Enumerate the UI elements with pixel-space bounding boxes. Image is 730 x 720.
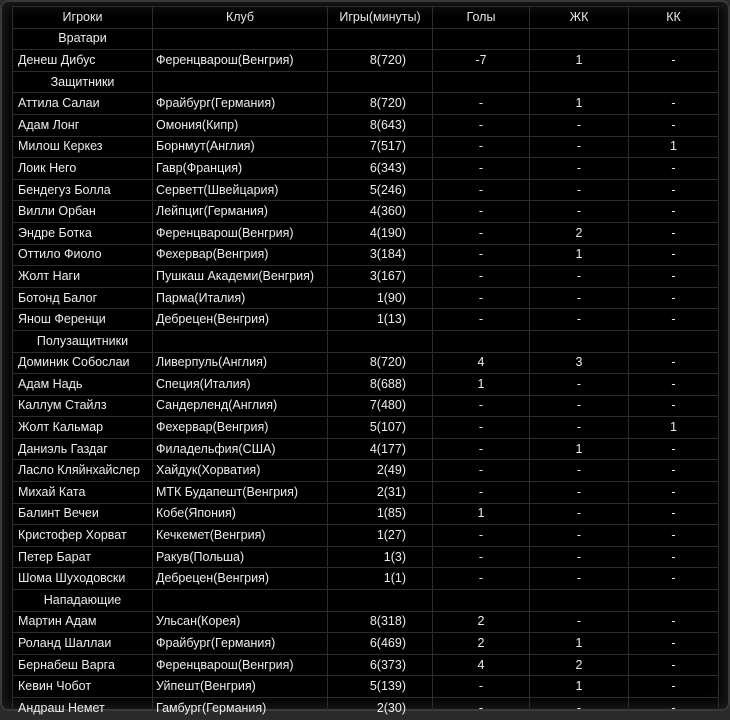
player-yellow-cards: -: [530, 503, 629, 525]
player-club: Дебрецен(Венгрия): [153, 568, 328, 590]
empty-cell: [328, 28, 433, 50]
player-yellow-cards: 2: [530, 654, 629, 676]
table-row: [13, 114, 719, 136]
player-games: 1(13): [328, 309, 433, 331]
player-red-cards: 1: [629, 417, 719, 439]
empty-cell: [433, 590, 530, 612]
empty-cell: [629, 71, 719, 93]
player-yellow-cards: -: [530, 698, 629, 720]
empty-cell: [328, 330, 433, 352]
player-red-cards: -: [629, 546, 719, 568]
player-name: Ботонд Балог: [13, 287, 153, 309]
player-games: 5(246): [328, 179, 433, 201]
section-row: [13, 330, 719, 352]
player-games: 4(360): [328, 201, 433, 223]
player-red-cards: -: [629, 244, 719, 266]
player-red-cards: -: [629, 482, 719, 504]
player-goals: -: [433, 438, 530, 460]
empty-cell: [629, 330, 719, 352]
player-goals: -: [433, 244, 530, 266]
empty-cell: [328, 71, 433, 93]
player-name: Ласло Кляйнхайслер: [13, 460, 153, 482]
player-games: 8(643): [328, 114, 433, 136]
player-name: Лоик Него: [13, 158, 153, 180]
player-name: Андраш Немет: [13, 698, 153, 720]
player-name: Бендегуз Болла: [13, 179, 153, 201]
player-club: Фрайбург(Германия): [153, 93, 328, 115]
section-row: [13, 71, 719, 93]
player-games: 3(167): [328, 266, 433, 288]
player-red-cards: -: [629, 266, 719, 288]
section-title: Вратари: [13, 28, 153, 50]
player-name: Балинт Вечеи: [13, 503, 153, 525]
player-goals: 1: [433, 374, 530, 396]
player-name: Жолт Наги: [13, 266, 153, 288]
player-yellow-cards: -: [530, 482, 629, 504]
player-yellow-cards: -: [530, 546, 629, 568]
player-games: 1(3): [328, 546, 433, 568]
empty-cell: [153, 71, 328, 93]
empty-cell: [629, 590, 719, 612]
player-games: 1(85): [328, 503, 433, 525]
player-goals: -: [433, 179, 530, 201]
player-games: 8(318): [328, 611, 433, 633]
player-red-cards: -: [629, 352, 719, 374]
empty-cell: [530, 28, 629, 50]
player-yellow-cards: 2: [530, 222, 629, 244]
player-club: Парма(Италия): [153, 287, 328, 309]
table-row: [13, 654, 719, 676]
player-games: 5(139): [328, 676, 433, 698]
player-name: Кристофер Хорват: [13, 525, 153, 547]
table-row: [13, 50, 719, 72]
player-goals: -: [433, 222, 530, 244]
empty-cell: [433, 28, 530, 50]
player-name: Михай Ката: [13, 482, 153, 504]
player-club: Ференцварош(Венгрия): [153, 50, 328, 72]
player-games: 4(190): [328, 222, 433, 244]
player-goals: -: [433, 266, 530, 288]
player-yellow-cards: -: [530, 395, 629, 417]
player-yellow-cards: -: [530, 568, 629, 590]
player-club: Серветт(Швейцария): [153, 179, 328, 201]
player-name: Доминик Собослаи: [13, 352, 153, 374]
player-stats-table: [12, 6, 719, 720]
player-yellow-cards: -: [530, 309, 629, 331]
player-club: Омония(Кипр): [153, 114, 328, 136]
player-name: Кевин Чобот: [13, 676, 153, 698]
player-games: 4(177): [328, 438, 433, 460]
table-row: [13, 503, 719, 525]
player-club: Филадельфия(США): [153, 438, 328, 460]
player-club: Пушкаш Академи(Венгрия): [153, 266, 328, 288]
player-red-cards: 1: [629, 136, 719, 158]
table-row: [13, 374, 719, 396]
player-club: Гавр(Франция): [153, 158, 328, 180]
player-games: 5(107): [328, 417, 433, 439]
player-goals: -: [433, 201, 530, 223]
empty-cell: [328, 590, 433, 612]
section-title: Защитники: [13, 71, 153, 93]
player-yellow-cards: 1: [530, 50, 629, 72]
player-name: Шома Шуходовски: [13, 568, 153, 590]
player-yellow-cards: 1: [530, 633, 629, 655]
player-yellow-cards: -: [530, 374, 629, 396]
player-yellow-cards: -: [530, 201, 629, 223]
player-games: 8(688): [328, 374, 433, 396]
table-row: [13, 546, 719, 568]
player-club: Ференцварош(Венгрия): [153, 222, 328, 244]
player-red-cards: -: [629, 93, 719, 115]
player-club: Ульсан(Корея): [153, 611, 328, 633]
empty-cell: [433, 330, 530, 352]
player-club: Кечкемет(Венгрия): [153, 525, 328, 547]
player-red-cards: -: [629, 503, 719, 525]
player-goals: -: [433, 546, 530, 568]
player-games: 1(1): [328, 568, 433, 590]
player-goals: -: [433, 417, 530, 439]
player-red-cards: -: [629, 201, 719, 223]
section-row: [13, 28, 719, 50]
header-yellow-cards: ЖК: [530, 7, 629, 29]
player-goals: 2: [433, 611, 530, 633]
empty-cell: [530, 330, 629, 352]
player-club: Ференцварош(Венгрия): [153, 654, 328, 676]
player-club: Дебрецен(Венгрия): [153, 309, 328, 331]
table-row: [13, 698, 719, 720]
player-games: 8(720): [328, 352, 433, 374]
player-red-cards: -: [629, 179, 719, 201]
player-goals: -: [433, 568, 530, 590]
player-name: Вилли Орбан: [13, 201, 153, 223]
player-games: 7(517): [328, 136, 433, 158]
player-yellow-cards: -: [530, 525, 629, 547]
player-name: Оттило Фиоло: [13, 244, 153, 266]
player-club: Хайдук(Хорватия): [153, 460, 328, 482]
player-club: Уйпешт(Венгрия): [153, 676, 328, 698]
table-row: [13, 222, 719, 244]
player-name: Эндре Ботка: [13, 222, 153, 244]
empty-cell: [629, 28, 719, 50]
player-name: Адам Лонг: [13, 114, 153, 136]
player-games: 1(27): [328, 525, 433, 547]
header-goals: Голы: [433, 7, 530, 29]
header-row: [13, 7, 719, 29]
table-row: [13, 179, 719, 201]
table-row: [13, 352, 719, 374]
table-row: [13, 568, 719, 590]
player-red-cards: -: [629, 654, 719, 676]
player-yellow-cards: -: [530, 611, 629, 633]
section-title: Нападающие: [13, 590, 153, 612]
player-goals: -: [433, 482, 530, 504]
player-name: Жолт Кальмар: [13, 417, 153, 439]
player-yellow-cards: -: [530, 158, 629, 180]
player-games: 8(720): [328, 93, 433, 115]
player-yellow-cards: -: [530, 460, 629, 482]
player-goals: 1: [433, 503, 530, 525]
section-row: [13, 590, 719, 612]
player-games: 6(343): [328, 158, 433, 180]
player-club: МТК Будапешт(Венгрия): [153, 482, 328, 504]
player-name: Денеш Дибус: [13, 50, 153, 72]
player-red-cards: -: [629, 633, 719, 655]
table-row: [13, 244, 719, 266]
player-goals: 2: [433, 633, 530, 655]
player-goals: -: [433, 460, 530, 482]
empty-cell: [153, 330, 328, 352]
player-name: Янош Ференци: [13, 309, 153, 331]
player-yellow-cards: -: [530, 417, 629, 439]
player-games: 1(90): [328, 287, 433, 309]
player-goals: -: [433, 676, 530, 698]
player-games: 2(30): [328, 698, 433, 720]
player-club: Гамбург(Германия): [153, 698, 328, 720]
player-red-cards: -: [629, 158, 719, 180]
player-club: Кобе(Япония): [153, 503, 328, 525]
player-goals: -: [433, 525, 530, 547]
player-goals: -: [433, 114, 530, 136]
player-games: 7(480): [328, 395, 433, 417]
header-club: Клуб: [153, 7, 328, 29]
empty-cell: [153, 590, 328, 612]
player-goals: -: [433, 136, 530, 158]
player-yellow-cards: 1: [530, 93, 629, 115]
player-club: Ракув(Польша): [153, 546, 328, 568]
player-name: Петер Барат: [13, 546, 153, 568]
player-club: Фехервар(Венгрия): [153, 417, 328, 439]
player-games: 6(373): [328, 654, 433, 676]
header-player: Игроки: [13, 7, 153, 29]
player-club: Сандерленд(Англия): [153, 395, 328, 417]
player-name: Даниэль Газдаг: [13, 438, 153, 460]
player-red-cards: -: [629, 287, 719, 309]
player-yellow-cards: -: [530, 114, 629, 136]
player-yellow-cards: -: [530, 179, 629, 201]
table-row: [13, 633, 719, 655]
player-yellow-cards: 1: [530, 438, 629, 460]
section-title: Полузащитники: [13, 330, 153, 352]
player-red-cards: -: [629, 438, 719, 460]
player-yellow-cards: 1: [530, 244, 629, 266]
player-club: Фехервар(Венгрия): [153, 244, 328, 266]
player-games: 2(49): [328, 460, 433, 482]
player-games: 8(720): [328, 50, 433, 72]
player-red-cards: -: [629, 374, 719, 396]
player-club: Лейпциг(Германия): [153, 201, 328, 223]
player-goals: -: [433, 395, 530, 417]
player-goals: 4: [433, 352, 530, 374]
player-red-cards: -: [629, 114, 719, 136]
header-red-cards: КК: [629, 7, 719, 29]
table-row: [13, 460, 719, 482]
player-red-cards: -: [629, 50, 719, 72]
player-name: Милош Керкез: [13, 136, 153, 158]
player-goals: -: [433, 698, 530, 720]
table-row: [13, 676, 719, 698]
table-row: [13, 287, 719, 309]
player-club: Борнмут(Англия): [153, 136, 328, 158]
player-club: Ливерпуль(Англия): [153, 352, 328, 374]
player-yellow-cards: 1: [530, 676, 629, 698]
empty-cell: [433, 71, 530, 93]
player-yellow-cards: -: [530, 287, 629, 309]
player-name: Бернабеш Варга: [13, 654, 153, 676]
player-goals: -: [433, 93, 530, 115]
player-name: Аттила Салаи: [13, 93, 153, 115]
player-name: Мартин Адам: [13, 611, 153, 633]
player-goals: -7: [433, 50, 530, 72]
player-red-cards: -: [629, 698, 719, 720]
player-yellow-cards: -: [530, 266, 629, 288]
player-red-cards: -: [629, 525, 719, 547]
empty-cell: [153, 28, 328, 50]
player-red-cards: -: [629, 309, 719, 331]
player-red-cards: -: [629, 222, 719, 244]
table-row: [13, 266, 719, 288]
player-games: 6(469): [328, 633, 433, 655]
player-yellow-cards: -: [530, 136, 629, 158]
player-goals: 4: [433, 654, 530, 676]
table-row: [13, 158, 719, 180]
player-name: Роланд Шаллаи: [13, 633, 153, 655]
header-games: Игры(минуты): [328, 7, 433, 29]
player-goals: -: [433, 287, 530, 309]
table-row: [13, 201, 719, 223]
player-games: 2(31): [328, 482, 433, 504]
player-red-cards: -: [629, 611, 719, 633]
player-games: 3(184): [328, 244, 433, 266]
player-red-cards: -: [629, 460, 719, 482]
table-body: [13, 28, 719, 719]
table-row: [13, 482, 719, 504]
player-name: Адам Надь: [13, 374, 153, 396]
table-row: [13, 438, 719, 460]
player-name: Каллум Стайлз: [13, 395, 153, 417]
player-red-cards: -: [629, 568, 719, 590]
empty-cell: [530, 590, 629, 612]
player-club: Специя(Италия): [153, 374, 328, 396]
player-club: Фрайбург(Германия): [153, 633, 328, 655]
player-yellow-cards: 3: [530, 352, 629, 374]
table-row: [13, 395, 719, 417]
table-row: [13, 309, 719, 331]
player-red-cards: -: [629, 676, 719, 698]
table-row: [13, 611, 719, 633]
table-row: [13, 417, 719, 439]
table-row: [13, 93, 719, 115]
empty-cell: [530, 71, 629, 93]
table-row: [13, 136, 719, 158]
player-goals: -: [433, 309, 530, 331]
player-goals: -: [433, 158, 530, 180]
table-row: [13, 525, 719, 547]
player-red-cards: -: [629, 395, 719, 417]
